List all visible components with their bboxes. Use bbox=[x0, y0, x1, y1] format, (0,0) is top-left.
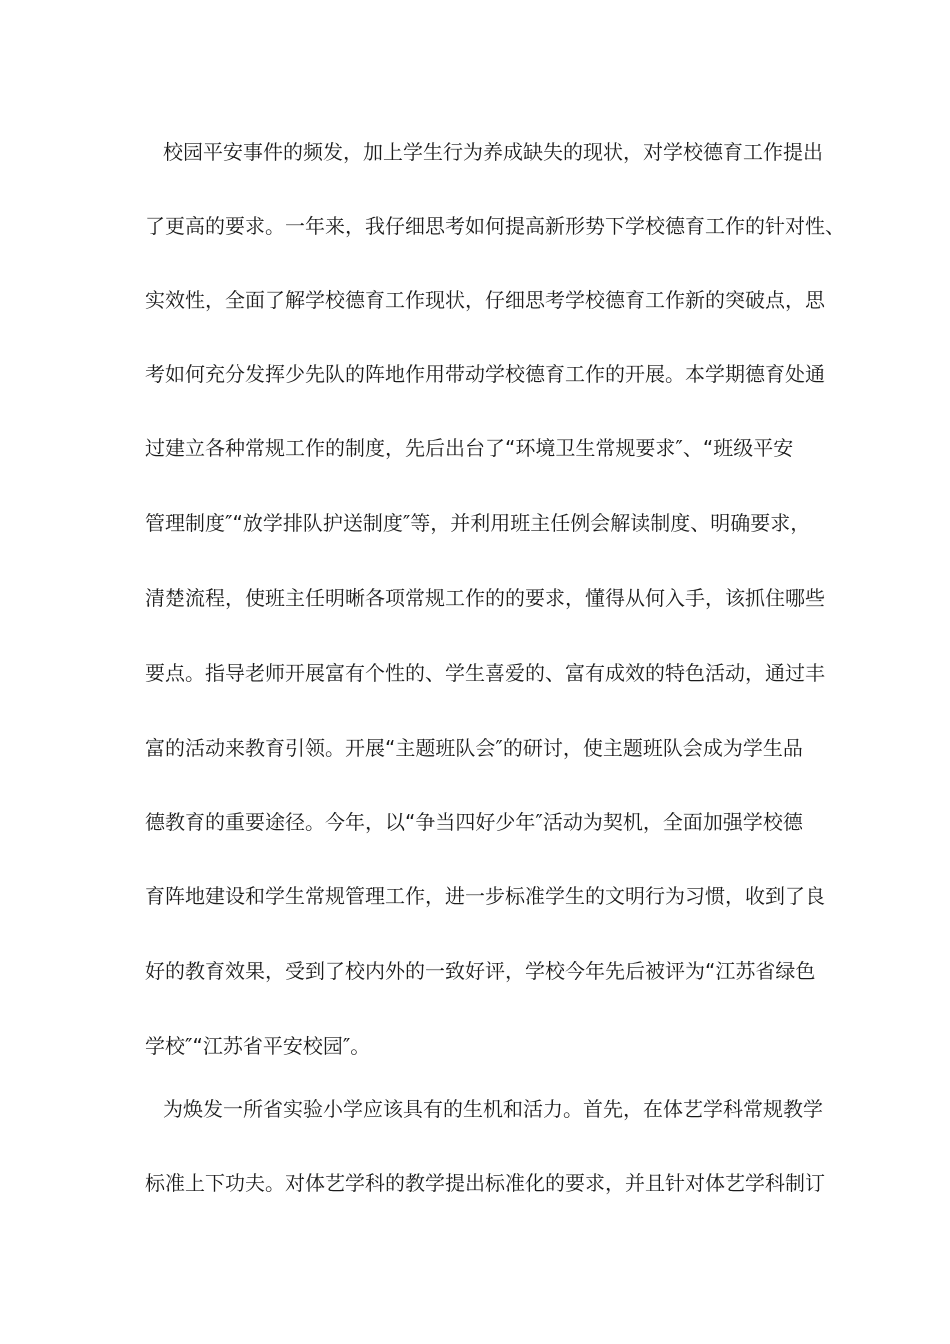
paragraph-line: 学校″“江苏省平安校园″。 bbox=[145, 1034, 371, 1058]
paragraph-line: 管理制度″“放学排队护送制度″等，并利用班主任例会解读制度、明确要求， bbox=[145, 511, 811, 535]
paragraph-line: 要点。指导老师开展富有个性的、学生喜爱的、富有成效的特色活动，通过丰 bbox=[145, 661, 825, 685]
paragraph-line: 为焕发一所省实验小学应该具有的生机和活力。首先，在体艺学科常规教学 bbox=[163, 1097, 823, 1121]
paragraph-line: 清楚流程，使班主任明晰各项常规工作的的要求，懂得从何入手，该抓住哪些 bbox=[145, 586, 825, 610]
paragraph-line: 实效性，全面了解学校德育工作现状，仔细思考学校德育工作新的突破点，思 bbox=[145, 288, 825, 312]
paragraph-line: 富的活动来教育引领。开展“主题班队会″的研讨，使主题班队会成为学生品 bbox=[145, 736, 803, 760]
paragraph-line: 校园平安事件的频发，加上学生行为养成缺失的现状，对学校德育工作提出 bbox=[163, 140, 823, 164]
paragraph-line: 标准上下功夫。对体艺学科的教学提出标准化的要求，并且针对体艺学科制订 bbox=[145, 1171, 825, 1195]
paragraph-line: 过建立各种常规工作的制度，先后出台了“环境卫生常规要求″、“班级平安 bbox=[145, 436, 794, 460]
paragraph-line: 德教育的重要途径。今年，以“争当四好少年″活动为契机，全面加强学校德 bbox=[145, 810, 803, 834]
paragraph-line: 好的教育效果，受到了校内外的一致好评，学校今年先后被评为“江苏省绿色 bbox=[145, 959, 816, 983]
paragraph-line: 了更高的要求。一年来，我仔细思考如何提高新形势下学校德育工作的针对性、 bbox=[145, 214, 845, 238]
paragraph-line: 考如何充分发挥少先队的阵地作用带动学校德育工作的开展。本学期德育处通 bbox=[145, 362, 825, 386]
paragraph-line: 育阵地建设和学生常规管理工作，进一步标准学生的文明行为习惯，收到了良 bbox=[145, 884, 825, 908]
